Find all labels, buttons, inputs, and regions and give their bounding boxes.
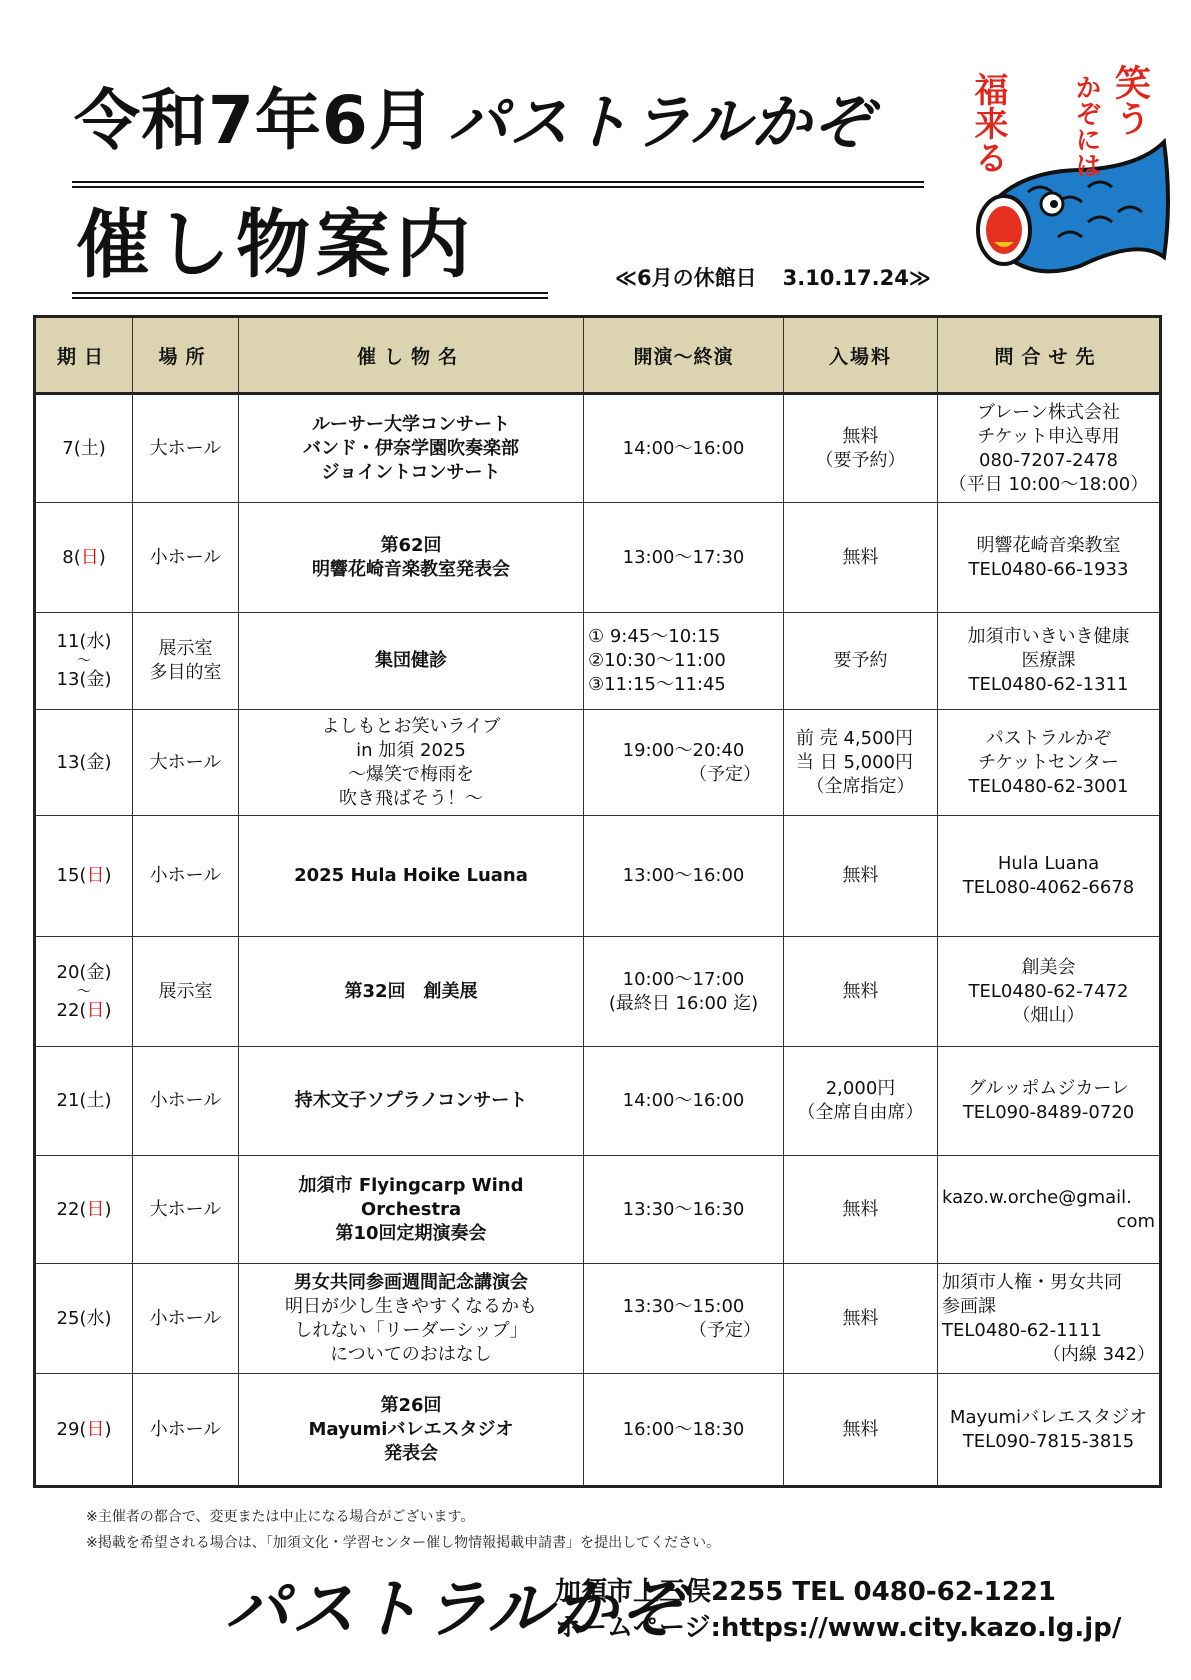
row-place: 大ホール: [133, 710, 239, 816]
contact-line: TEL0480-62-1311: [968, 674, 1129, 695]
row-contact: [938, 394, 1161, 503]
table-row: [35, 937, 1161, 1047]
row-date: 13(金): [35, 710, 133, 816]
row-fee: 無料: [784, 1156, 938, 1264]
event-line: よしもとお笑いライブ: [321, 715, 501, 737]
row-contact: [938, 937, 1161, 1047]
title-date: 令和7年6月: [74, 82, 436, 159]
table-row: [35, 1374, 1161, 1487]
row-event: [239, 394, 584, 503]
row-time: [584, 1264, 784, 1374]
date-day-sunday: 日: [80, 546, 99, 568]
date-to: 22(日): [56, 999, 112, 1021]
closed-days-label: ≪6月の休館日: [615, 266, 757, 290]
row-contact: [938, 503, 1161, 613]
row-time: [584, 937, 784, 1047]
event-title: 男女共同参画週間記念講演会: [294, 1271, 528, 1293]
table-row: [35, 503, 1161, 613]
footer-address: 加須市上三俣2255 TEL 0480-62-1221: [555, 1577, 1057, 1607]
event-line: 第62回: [380, 534, 442, 556]
row-date: 25(水): [35, 1264, 133, 1374]
contact-line: TEL0480-66-1933: [968, 558, 1129, 580]
row-date: 22(日): [35, 1156, 133, 1264]
date-num: 22: [56, 999, 80, 1021]
contact-line: 参画課: [942, 1295, 996, 1317]
row-place: 大ホール: [133, 394, 239, 503]
row-contact: [938, 816, 1161, 937]
row-event: [239, 710, 584, 816]
row-contact: [938, 1374, 1161, 1487]
row-date: 29(日): [35, 1374, 133, 1487]
time-slot: ②10:30～11:00: [588, 650, 726, 671]
row-time: 14:00～16:00: [584, 1047, 784, 1156]
event-line: バンド・伊奈学園吹奏楽部: [303, 437, 519, 459]
contact-line: 医療課: [1021, 650, 1076, 671]
contact-line: 加須市人権・男女共同: [942, 1271, 1122, 1293]
row-time: 13:00～16:00: [584, 816, 784, 937]
row-place: 展示室: [133, 937, 239, 1047]
row-fee: [784, 1047, 938, 1156]
time-slot: ① 9:45～10:15: [588, 626, 721, 647]
contact-line: TEL080-4062-6678: [962, 877, 1135, 898]
row-place: 小ホール: [133, 1374, 239, 1487]
row-place: 小ホール: [133, 503, 239, 613]
time-line: 10:00～17:00: [622, 968, 745, 990]
header-fee: 入場料: [784, 317, 938, 394]
title-underline: [72, 181, 924, 188]
date-day-sunday: 日: [86, 999, 105, 1021]
events-table: [33, 315, 1162, 1488]
contact-line: （内線 342）: [1042, 1343, 1155, 1365]
contact-line: TEL0480-62-1111: [942, 1319, 1102, 1341]
date-num: 29: [56, 1418, 80, 1440]
contact-line: ブレーン株式会社: [977, 401, 1120, 423]
contact-line: TEL0480-62-7472: [968, 980, 1129, 1002]
row-time: 13:30～16:30: [584, 1156, 784, 1264]
row-fee: 無料: [784, 503, 938, 613]
fee-advance: 前 売 4,500円: [796, 727, 913, 749]
row-fee: 要予約: [784, 613, 938, 710]
time-slot: ③11:15～11:45: [588, 674, 726, 695]
header-date: 期日: [35, 317, 133, 394]
contact-line: （平日 10:00～18:00）: [948, 473, 1149, 495]
time-line: 19:00～20:40: [622, 739, 745, 761]
event-line: ジョイントコンサート: [321, 461, 501, 483]
row-event: 第32回 創美展: [239, 937, 584, 1047]
contact-line: Hula Luana: [997, 853, 1100, 874]
date-from: 11(水): [56, 631, 112, 652]
row-date: 21(土): [35, 1047, 133, 1156]
row-fee: [784, 394, 938, 503]
row-time: [584, 710, 784, 816]
table-row: [35, 710, 1161, 816]
footer-logo: パストラルかぞ: [225, 1573, 686, 1647]
row-event: [239, 1374, 584, 1487]
event-line: 発表会: [384, 1442, 438, 1464]
title-venue: パストラルかぞ: [447, 88, 874, 158]
row-date: [35, 613, 133, 710]
page-subtitle: 催し物案内: [76, 202, 476, 288]
fee-line: （要予約）: [815, 449, 906, 471]
date-day-sunday: 日: [86, 865, 105, 886]
time-note: （予定）: [689, 763, 761, 785]
row-place: 小ホール: [133, 1047, 239, 1156]
footer-homepage-link[interactable]: ホームページ:https://www.city.kazo.lg.jp/: [555, 1613, 1122, 1643]
row-date: 8(日): [35, 503, 133, 613]
event-line: ルーサー大学コンサート: [312, 413, 510, 435]
event-line: ～爆笑で梅雨を: [348, 763, 474, 785]
row-fee: [784, 710, 938, 816]
row-event: 集団健診: [239, 613, 584, 710]
event-line: についてのおはなし: [330, 1343, 492, 1365]
row-event: [239, 503, 584, 613]
event-line: Mayumiバレエスタジオ: [308, 1418, 514, 1440]
row-fee: 無料: [784, 816, 938, 937]
contact-line: 加須市いきいき健康: [967, 626, 1130, 647]
row-date: 7(土): [35, 394, 133, 503]
fee-line: 2,000円: [825, 1078, 896, 1099]
event-line: 吹き飛ばそう！～: [339, 787, 483, 809]
page-title: [74, 82, 874, 159]
time-line: 13:30～15:00: [622, 1295, 745, 1317]
row-time: 16:00～18:30: [584, 1374, 784, 1487]
contact-line: グルッポムジカーレ: [967, 1078, 1130, 1099]
date-to: 13(金): [56, 669, 112, 690]
date-day-sunday: 日: [86, 1198, 105, 1220]
row-event: 2025 Hula Hoike Luana: [239, 816, 584, 937]
table-row: [35, 613, 1161, 710]
row-contact: [938, 613, 1161, 710]
contact-line: 080-7207-2478: [979, 449, 1118, 471]
contact-email-tail[interactable]: com: [1116, 1210, 1155, 1232]
koinobori-mascot-logo: [968, 52, 1178, 290]
date-range-separator: ～: [77, 653, 91, 669]
row-event: 持木文子ソプラノコンサート: [239, 1047, 584, 1156]
notes: [86, 1504, 720, 1556]
event-line: 第26回: [380, 1394, 442, 1416]
row-time: 13:00～17:30: [584, 503, 784, 613]
contact-line: チケットセンター: [977, 751, 1120, 773]
table-row: [35, 1047, 1161, 1156]
place-line: 多目的室: [149, 662, 222, 683]
header-time: 開演～終演: [584, 317, 784, 394]
row-place: 小ホール: [133, 1264, 239, 1374]
row-event: [239, 1264, 584, 1374]
event-line: Orchestra: [360, 1198, 462, 1220]
fee-door: 当 日 5,000円: [796, 751, 913, 773]
row-contact: [938, 710, 1161, 816]
date-num: 22: [56, 1198, 80, 1220]
event-line: 第10回定期演奏会: [335, 1222, 487, 1244]
event-line: 加須市 Flyingcarp Wind: [298, 1174, 524, 1196]
note-application: ※掲載を希望される場合は、「加須文化・学習センター催し物情報掲載申請書」を提出してください。: [86, 1535, 721, 1551]
fee-line: （全席自由席）: [797, 1102, 924, 1123]
row-date: 15(日): [35, 816, 133, 937]
row-time: 14:00～16:00: [584, 394, 784, 503]
row-contact: [938, 1047, 1161, 1156]
row-fee: 無料: [784, 937, 938, 1047]
table-row: [35, 394, 1161, 503]
contact-line: パストラルかぞ: [985, 727, 1112, 749]
contact-line: （畑山）: [1012, 1004, 1085, 1026]
event-line: in 加須 2025: [356, 739, 466, 761]
contact-line: 明響花崎音楽教室: [976, 534, 1121, 556]
row-contact: [938, 1264, 1161, 1374]
slogan-kazo-niwa: かぞには: [1071, 74, 1101, 178]
closed-days-list: 3.10.17.24≫: [782, 266, 931, 290]
place-line: 展示室: [158, 638, 213, 659]
event-line: 明響花崎音楽教室発表会: [312, 558, 510, 580]
slogan-fuku-kuru: 福来る: [968, 72, 1008, 174]
event-line: しれない「リーダーシップ」: [294, 1319, 528, 1341]
date-num: 15: [56, 865, 80, 886]
subtitle-underline: [72, 292, 548, 299]
contact-line: 創美会: [1021, 956, 1076, 978]
date-num: 8: [62, 546, 74, 568]
contact-line: チケット申込専用: [977, 425, 1120, 447]
row-fee: 無料: [784, 1264, 938, 1374]
note-change: ※主催者の都合で、変更または中止になる場合がございます。: [86, 1509, 475, 1525]
table-row: [35, 1156, 1161, 1264]
closed-days: [615, 262, 931, 292]
contact-line: TEL090-8489-0720: [962, 1102, 1135, 1123]
row-fee: 無料: [784, 1374, 938, 1487]
table-row: [35, 816, 1161, 937]
row-place: 小ホール: [133, 816, 239, 937]
fee-line: 無料: [842, 425, 879, 447]
contact-line: Mayumiバレエスタジオ: [949, 1406, 1148, 1428]
fee-note: （全席指定）: [806, 775, 915, 797]
contact-line: TEL0480-62-3001: [968, 775, 1129, 797]
footer-info: [555, 1574, 1121, 1646]
header-event: 催し物名: [239, 317, 584, 394]
date-range-separator: ～: [77, 983, 91, 1000]
event-line: 明日が少し生きやすくなるかも: [285, 1295, 537, 1317]
row-place: [133, 613, 239, 710]
slogan-warau: 笑う: [1109, 64, 1151, 136]
header-place: 場所: [133, 317, 239, 394]
row-event: [239, 1156, 584, 1264]
time-note: （予定）: [689, 1319, 761, 1341]
table-row: [35, 1264, 1161, 1374]
time-note: (最終日 16:00 迄): [608, 992, 759, 1014]
table-header-row: [35, 317, 1161, 394]
contact-line: TEL090-7815-3815: [962, 1430, 1135, 1452]
row-place: 大ホール: [133, 1156, 239, 1264]
row-date: [35, 937, 133, 1047]
row-time: [584, 613, 784, 710]
header-contact: 問合せ先: [938, 317, 1161, 394]
date-from: 20(金): [56, 961, 112, 983]
contact-email[interactable]: kazo.w.orche@gmail.: [942, 1186, 1132, 1208]
row-contact: [938, 1156, 1161, 1264]
date-day-sunday: 日: [86, 1418, 105, 1440]
